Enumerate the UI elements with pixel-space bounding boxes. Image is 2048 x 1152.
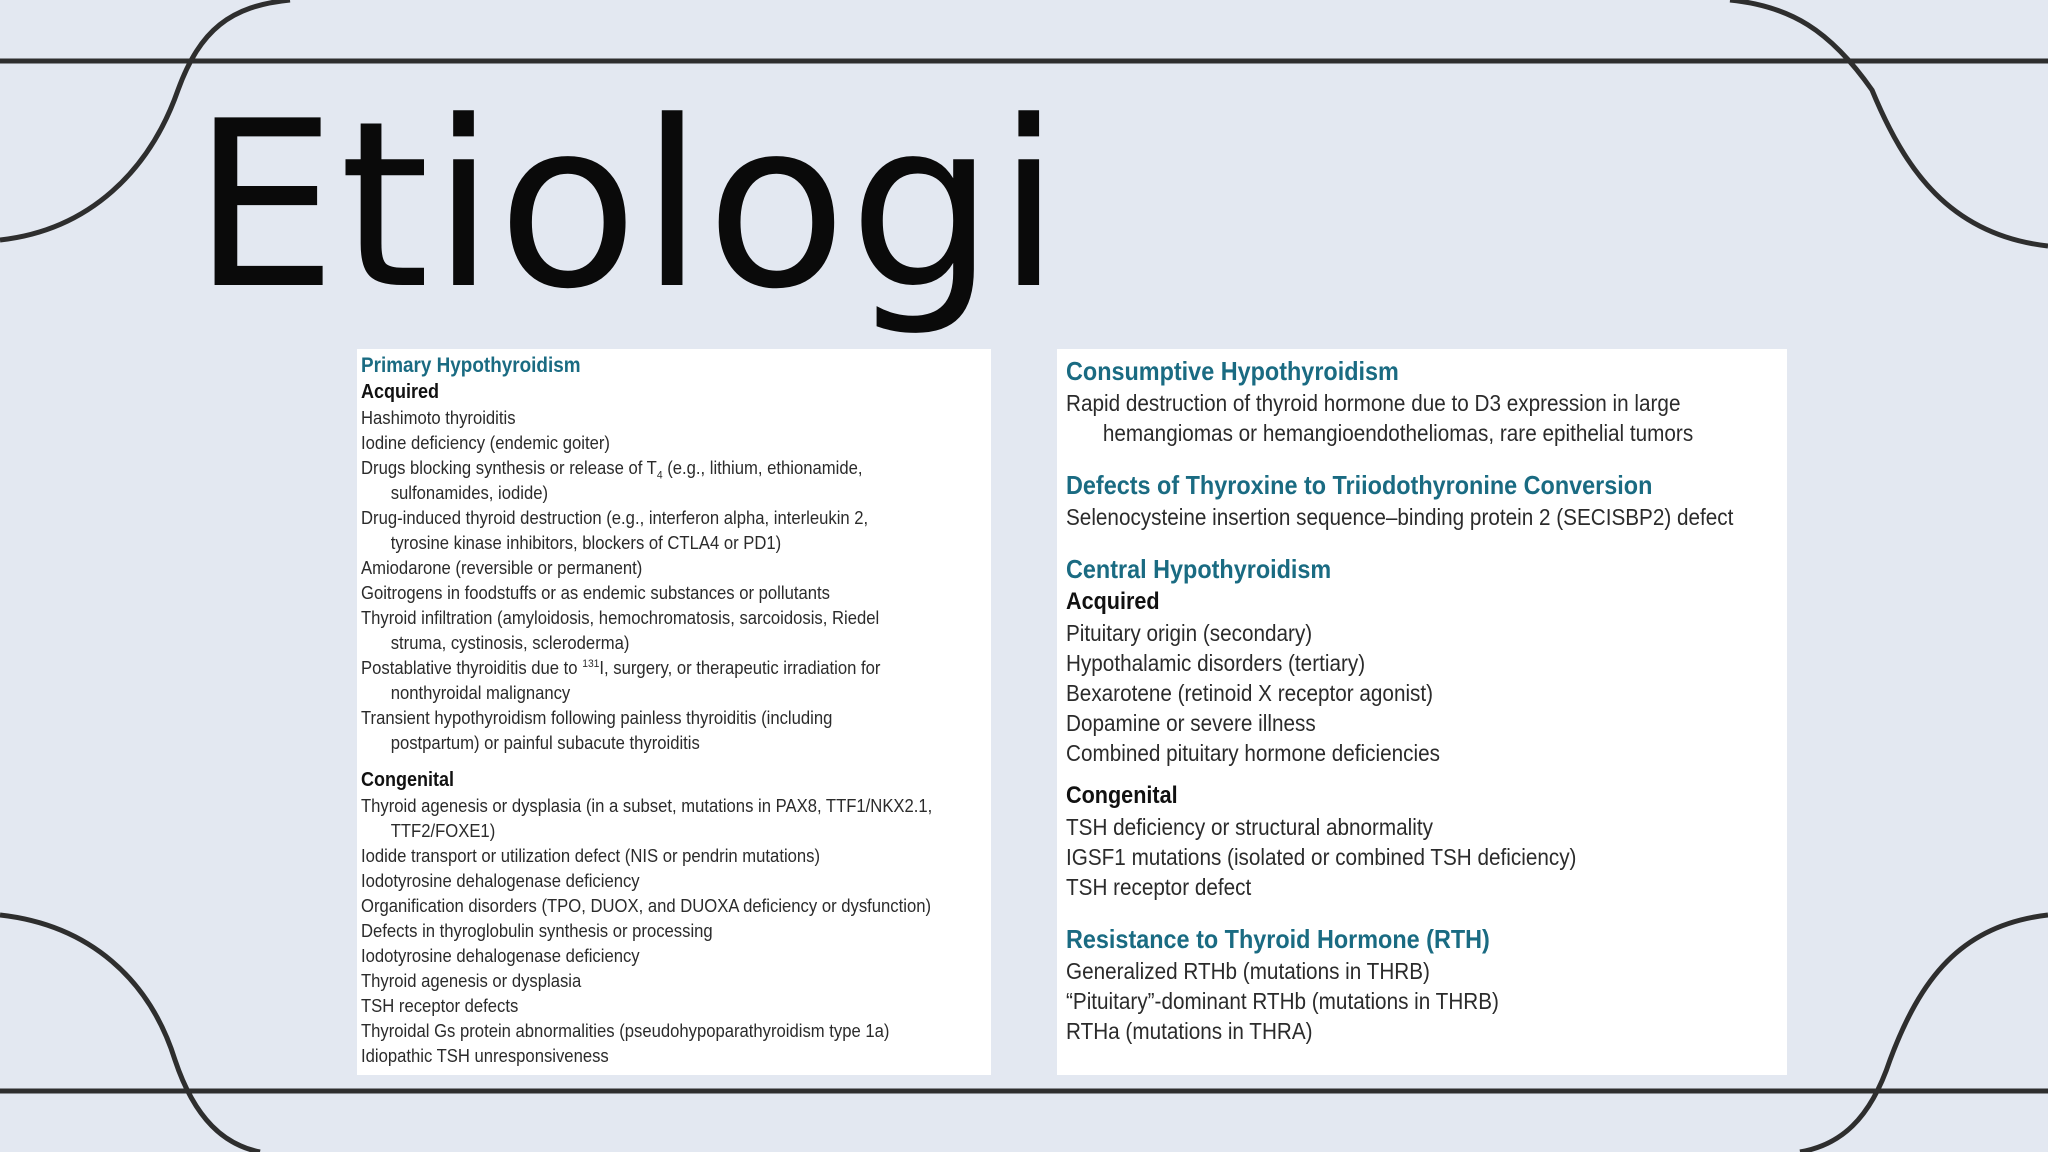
list-item: Defects in thyroglobulin synthesis or processing: [361, 920, 713, 941]
list-item-continuation: sulfonamides, iodide): [390, 482, 549, 503]
section-heading: Defects of Thyroxine to Triiodothyronine Conversion: [1066, 470, 1653, 500]
list-item: Combined pituitary hormone deficiencies: [1066, 740, 1440, 766]
list-item-continuation: TTF2/FOXE1): [390, 820, 496, 841]
congenital-label: Congenital: [361, 769, 455, 791]
list-item: Thyroidal Gs protein abnormalities (pseudohypoparathyroidism type 1a): [361, 1020, 890, 1041]
primary-hypothyroidism-heading: Primary Hypothyroidism: [361, 354, 581, 377]
list-item: Thyroid infiltration (amyloidosis, hemochromatosis, sarcoidosis, Riedel: [361, 607, 880, 628]
section-heading: Resistance to Thyroid Hormone (RTH): [1066, 924, 1490, 954]
section-heading: Consumptive Hypothyroidism: [1066, 356, 1399, 386]
list-item: Iodine deficiency (endemic goiter): [361, 432, 610, 453]
list-item: Thyroid agenesis or dysplasia (in a subset, mutations in PAX8, TTF1/NKX2.1,: [361, 795, 933, 816]
list-item: Amiodarone (reversible or permanent): [361, 557, 643, 578]
list-item: TSH deficiency or structural abnormality: [1066, 814, 1433, 840]
right-panel-sections: [1066, 354, 1782, 1046]
list-item: Hashimoto thyroiditis: [361, 407, 516, 428]
bottom-left-curve: [0, 915, 260, 1152]
top-right-curve: [1730, 0, 2048, 246]
list-item: Drug-induced thyroid destruction (e.g., interferon alpha, interleukin 2,: [361, 507, 869, 528]
list-item-continuation: tyrosine kinase inhibitors, blockers of CTLA4 or PD1): [390, 532, 782, 553]
list-item: Organification disorders (TPO, DUOX, and DUOXA deficiency or dysfunction): [361, 895, 932, 916]
list-item: RTHa (mutations in THRA): [1066, 1018, 1313, 1044]
list-item: Dopamine or severe illness: [1066, 710, 1316, 736]
list-item: Pituitary origin (secondary): [1066, 620, 1313, 646]
acquired-list: [361, 405, 987, 755]
slide-title: Etiologi: [192, 73, 1063, 340]
group-label: Acquired: [1066, 588, 1160, 615]
list-item-continuation: struma, cystinosis, scleroderma): [390, 632, 630, 653]
list-item: Thyroid agenesis or dysplasia: [361, 970, 582, 991]
list-item: Drugs blocking synthesis or release of $T_4$ (e.g., lithium, ethionamide,: [361, 457, 863, 482]
primary-hypothyroidism-table: [357, 349, 991, 1075]
list-item: Generalized RTHb (mutations in THRB): [1066, 958, 1430, 984]
section-heading: Central Hypothyroidism: [1066, 554, 1332, 584]
list-item: Postablative thyroiditis due to $^{131}$I, surgery, or therapeutic irradiation for: [361, 657, 881, 678]
group-label: Congenital: [1066, 782, 1178, 809]
list-item: TSH receptor defects: [361, 995, 519, 1016]
list-item: Transient hypothyroidism following painless thyroiditis (including: [361, 707, 833, 728]
congenital-list: [361, 793, 987, 1068]
bottom-right-curve: [1800, 915, 2048, 1152]
list-item-continuation: hemangiomas or hemangioendotheliomas, rare epithelial tumors: [1102, 420, 1694, 446]
list-item: IGSF1 mutations (isolated or combined TSH deficiency): [1066, 844, 1577, 870]
list-item: Iodotyrosine dehalogenase deficiency: [361, 945, 640, 966]
list-item-continuation: nonthyroidal malignancy: [390, 682, 571, 703]
list-item: Selenocysteine insertion sequence–binding protein 2 (SECISBP2) defect: [1066, 504, 1734, 530]
list-item: TSH receptor defect: [1066, 874, 1252, 900]
list-item: Hypothalamic disorders (tertiary): [1066, 650, 1366, 676]
list-item: Goitrogens in foodstuffs or as endemic substances or pollutants: [361, 582, 830, 603]
list-item: Idiopathic TSH unresponsiveness: [361, 1045, 609, 1066]
list-item: “Pituitary”-dominant RTHb (mutations in THRB): [1066, 988, 1499, 1014]
list-item: Bexarotene (retinoid X receptor agonist): [1066, 680, 1434, 706]
list-item-continuation: postpartum) or painful subacute thyroiditis: [390, 732, 700, 753]
list-item: Rapid destruction of thyroid hormone due to D3 expression in large: [1066, 390, 1681, 416]
other-hypothyroidism-table: [1057, 349, 1787, 1075]
acquired-label: Acquired: [361, 381, 440, 403]
list-item: Iodotyrosine dehalogenase deficiency: [361, 870, 640, 891]
list-item: Iodide transport or utilization defect (NIS or pendrin mutations): [361, 845, 821, 866]
